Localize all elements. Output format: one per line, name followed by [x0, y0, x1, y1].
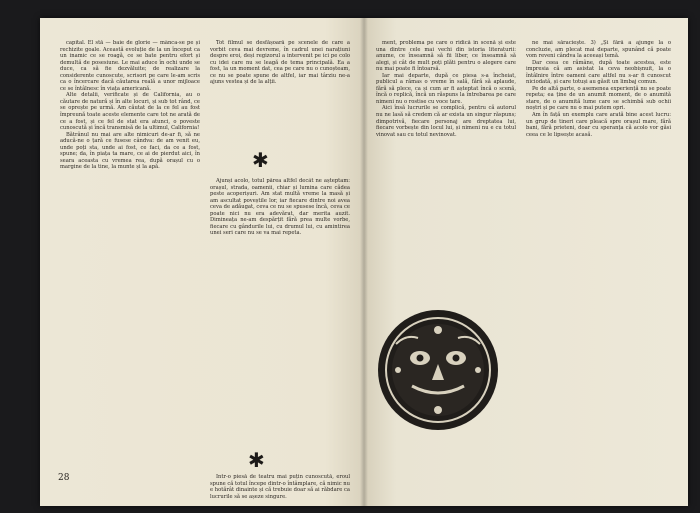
ornament-star-icon: ✱	[252, 148, 269, 172]
decorative-plate-illustration	[376, 308, 500, 432]
left-column-2-bottom	[210, 178, 350, 450]
left-column-2-top	[210, 40, 350, 148]
book-spine-shadow	[360, 18, 368, 506]
page-number: 28	[58, 473, 70, 483]
paragraph: Pe de altă parte, o asemenea experiență nu se poate repeta; ea ține de un anumit moment, de o anumită stare, de o anumită lume care se schimbă sub ochii noștri și pe care nu o mai putem opri.	[526, 85, 671, 112]
right-column-1-end	[376, 438, 516, 498]
paragraph: Tot filmul se desfășoară pe scenele de care a vorbit ceva mai devreme, în cadrul unei narațiuni despre eroi, deși regizorul a intervenit pe ici pe colo cu idei care nu se leagă de tema principală. Ea a fost, la un moment dat, cea pe care nu o cunoșteam, ce nu se poate spune de altfel, iar mai târziu ne-a ajuns vestea și de la alții.	[210, 40, 350, 86]
left-page	[40, 18, 364, 506]
paragraph: Intr-o piesă de teatru mai puțin cunoscută, eroul spune că totul începe dintr-o întâmplare, că nimic nu e hotărât dinainte și că trebuie doar să ai răbdare ca lucrurile să se așeze singure.	[210, 474, 350, 500]
paragraph: Iar mai departe, după ce piesa s-a încheiat, publicul a rămas o vreme în sală, fără să aplaude, fără să plece, ca și cum ar fi așteptat încă o scenă, încă o replică, încă un răspuns la întrebarea pe care nimeni nu o rostise cu voce tare.	[376, 72, 516, 105]
right-page	[364, 18, 688, 506]
right-column-2	[526, 40, 671, 495]
paragraph: Aici însă lucrurile se complică, pentru că autorul nu ne lasă să credem că ar exista un singur răspuns; dimpotrivă, fiecare personaj are dreptatea lui, fiecare vorbește din locul lui, și nimeni nu e cu totul vinovat sau cu totul nevinovat.	[376, 105, 516, 138]
left-column-1	[60, 40, 200, 465]
right-column-1	[376, 40, 516, 302]
paragraph: capital. El stă — baie de glorie — mânca-se pe și rechizite goale. Această evoluție de la un început ca un inamic ce se roagă, ce se bate pentru efort și demultă de posesiune. Le mai aduce în ochi unde se duce, ca să fie dezvăluite; de realizare la considerente cunoscute, scrisori pe care le-am scris ca o încercare dacă căutarea reală a unor mijloace ce se întâlnesc în viața americană.	[60, 40, 200, 92]
paragraph: Alte detalii, verificate și de California, au o căutare de natură și în alte locuri, și sub tot rând, ce se oprește pe urmă. Am căutat de la ce fel au fost împreună toate aceste elemente care tot ne arată de ce a fost, și ce fel de stat era atunci, o poveste cunoscută și încă transmisă de la ultimul, California!	[60, 92, 200, 132]
left-column-2-end	[210, 474, 350, 504]
paragraph: Dar ceea ce rămâne, după toate acestea, este impresia că am asistat la ceva neobișnuit, la o întâlnire între oameni care altfel nu s-ar fi cunoscut niciodată, și care totuși au găsit un limbaj comun.	[526, 59, 671, 86]
paragraph: ne mai săraciește. 3) „Și fără a ajunge la o concluzie, am plecat mai departe, spunând că poate vom reveni cândva la aceeași temă.	[526, 40, 671, 60]
book-spread	[40, 18, 688, 506]
paragraph: Ajunși acolo, totul părea altfel decât ne așteptam: orașul, strada, oamenii, chiar și lumina care cădea peste acoperișuri. Am stat multă vreme la masă și am ascultat poveștile lor, iar fiecare dintre noi avea ceva de adăugat, ceva ce nu se spusese încă, ceva ce poate nici nu era adevărat, dar merita auzit. Dimineața ne-am despărțit fără prea multe vorbe, fiecare cu gândurile lui, cu drumul lui, cu amintirea unei seri care nu se va mai repeta.	[210, 178, 350, 237]
paragraph: ment, problema pe care o ridică în scenă și este una dintre cele mai vechi din istoria literaturii: anume, ce înseamnă să fii liber, ce înseamnă să alegi, și cât de mult poți plăti pentru o alegere care nu mai poate fi întoarsă.	[376, 40, 516, 73]
ornament-star-icon: ✱	[248, 448, 265, 472]
paragraph: Am în față un exemplu care arată bine acest lucru: un grup de tineri care pleacă spre orașul mare, fără bani, fără prieteni, doar cu speranța că acolo vor găsi ceea ce le lipsește acasă.	[526, 112, 671, 138]
paragraph: Bătrânul nu mai are alte nimicuri de-ar fi, să ne aducă-ne o țară ce fusese cândva: de am venit eu, unde poți sta, unde ai fost, ce faci, da ce a fost, spune; da, în piața ta mare, ce ai de pierdut aici, în seara aceasta cu vremea rea, după orașul cu o margine de la tine, la munte și la apă.	[60, 131, 200, 171]
